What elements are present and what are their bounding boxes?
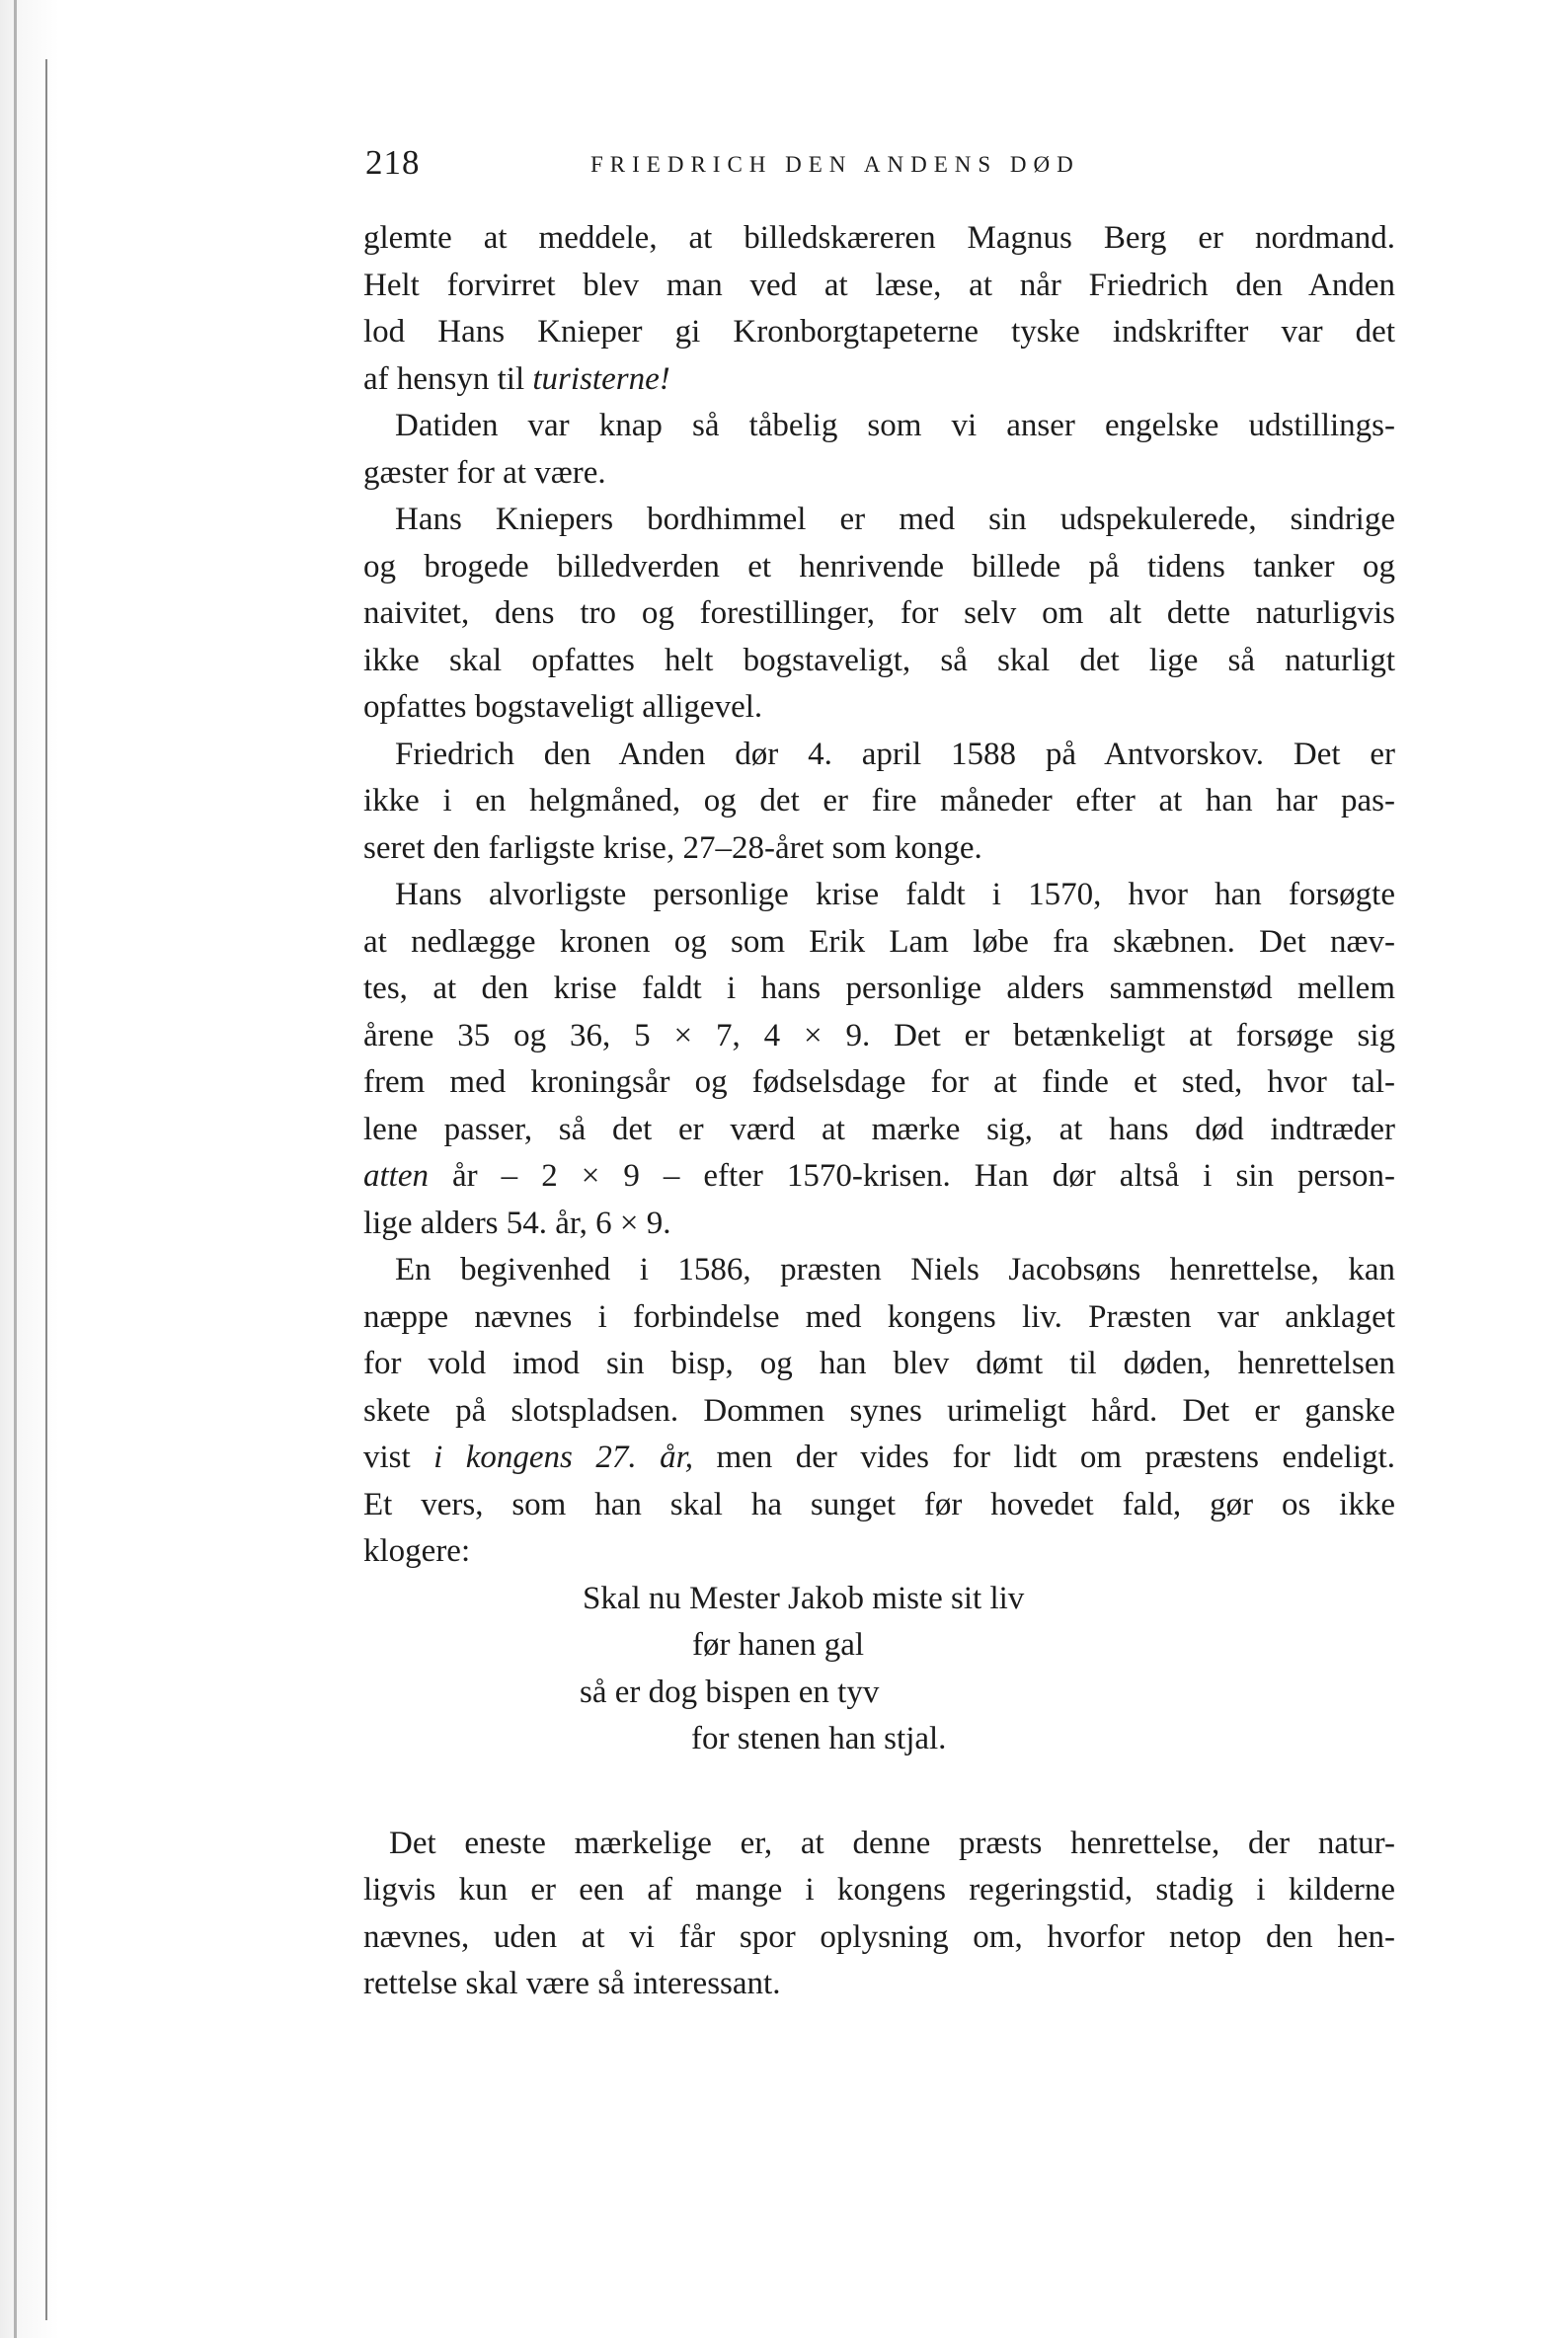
text-line: lod Hans Knieper gi Kronborgtapeterne tyske indskrifter var det <box>363 314 1395 350</box>
text-run: af hensyn til <box>363 360 533 397</box>
running-head <box>365 138 1254 188</box>
text-line: rettelse skal være så interessant. <box>363 1966 781 2001</box>
page-body <box>363 215 1395 2008</box>
text-line: klogere: <box>363 1533 471 1569</box>
text-line: at nedlægge kronen og som Erik Lam løbe fra skæbnen. Det næv- <box>363 923 1395 960</box>
page-number: 218 <box>365 143 421 182</box>
verse-line: før hanen gal <box>692 1627 865 1663</box>
text-line: ligvis kun er een af mange i kongens regeringstid, stadig i kilderne <box>363 1872 1395 1908</box>
paragraph-final <box>363 1821 1395 2008</box>
text-line: tes, at den krise faldt i hans personlige alders sammenstød mellem <box>363 971 1395 1006</box>
text-line: frem med kroningsår og fødselsdage for at finde et sted, hvor tal- <box>363 1064 1395 1100</box>
text-line: opfattes bogstaveligt alligevel. <box>363 689 763 725</box>
verse-block <box>363 1576 1395 1763</box>
binding-edge <box>14 0 17 2338</box>
verse-line: så er dog bispen en tyv <box>580 1674 880 1710</box>
text-line <box>363 1435 1395 1482</box>
text-line: Hans Kniepers bordhimmel er med sin udspekulerede, sindrige <box>395 502 1395 537</box>
text-line <box>363 1153 1395 1201</box>
text-line: glemte at meddele, at billedskæreren Magnus Berg er nordmand. <box>363 220 1395 256</box>
text-line: for vold imod sin bisp, og han blev dømt til døden, henrettelsen <box>363 1346 1395 1381</box>
text-line: og brogede billedverden et henrivende billede på tidens tanker og <box>363 548 1395 584</box>
text-line: seret den farligste krise, 27–28-året som konge. <box>363 829 982 866</box>
text-line <box>363 356 1395 404</box>
page-binding-shadow <box>0 0 77 2338</box>
text-run: vist <box>363 1440 434 1475</box>
text-line: ikke i en helgmåned, og det er fire måneder efter at han har pas- <box>363 783 1395 818</box>
section-gap <box>363 1763 1395 1821</box>
text-line: gæster for at være. <box>363 454 606 491</box>
paragraph-5 <box>363 872 1395 1247</box>
text-line: årene 35 og 36, 5 × 7, 4 × 9. Det er betænkeligt at forsøge sig <box>363 1017 1395 1053</box>
italic-text: i kongens 27. år, <box>433 1440 694 1475</box>
text-line: Helt forvirret blev man ved at læse, at når Friedrich den Anden <box>363 267 1395 303</box>
italic-text: atten <box>363 1158 429 1194</box>
text-line: Friedrich den Anden dør 4. april 1588 på Antvorskov. Det er <box>395 736 1395 772</box>
text-line: Datiden var knap så tåbelig som vi anser engelske udstillings- <box>395 408 1395 443</box>
text-run: år – 2 × 9 – efter 1570-krisen. Han dør altså i sin person- <box>428 1158 1395 1194</box>
paragraph-2 <box>363 403 1395 497</box>
text-run: men der vides for lidt om præstens endeligt. <box>693 1440 1395 1475</box>
binding-gutter-line <box>45 59 47 2320</box>
text-line: lige alders 54. år, 6 × 9. <box>363 1205 671 1241</box>
text-line: næppe nævnes i forbindelse med kongens liv. Præsten var anklaget <box>363 1298 1395 1335</box>
running-title: FRIEDRICH DEN ANDENS DØD <box>590 152 1080 177</box>
text-line: Det eneste mærkelige er, at denne præsts henrettelse, der natur- <box>389 1825 1395 1861</box>
text-line: naivitet, dens tro og forestillinger, for selv om alt dette naturligvis <box>363 595 1395 631</box>
text-line: Et vers, som han skal ha sunget før hovedet fald, gør os ikke <box>363 1486 1395 1522</box>
paragraph-1 <box>363 215 1395 403</box>
paragraph-6 <box>363 1247 1395 1576</box>
paragraph-3 <box>363 497 1395 732</box>
italic-text: turisterne! <box>532 360 670 397</box>
text-line: Hans alvorligste personlige krise faldt i 1570, hvor han forsøgte <box>395 877 1395 912</box>
text-line: ikke skal opfattes helt bogstaveligt, så skal det lige så naturligt <box>363 642 1395 678</box>
paragraph-4 <box>363 732 1395 873</box>
text-line: nævnes, uden at vi får spor oplysning om, hvorfor netop den hen- <box>363 1918 1395 1955</box>
text-line: lene passer, så det er værd at mærke sig, at hans død indtræder <box>363 1111 1395 1147</box>
text-line: En begivenhed i 1586, præsten Niels Jacobsøns henrettelse, kan <box>395 1252 1395 1287</box>
verse-line: Skal nu Mester Jakob miste sit liv <box>583 1580 1025 1616</box>
text-line: skete på slotspladsen. Dommen synes urimeligt hård. Det er ganske <box>363 1392 1395 1429</box>
verse-line: for stenen han stjal. <box>691 1721 947 1756</box>
